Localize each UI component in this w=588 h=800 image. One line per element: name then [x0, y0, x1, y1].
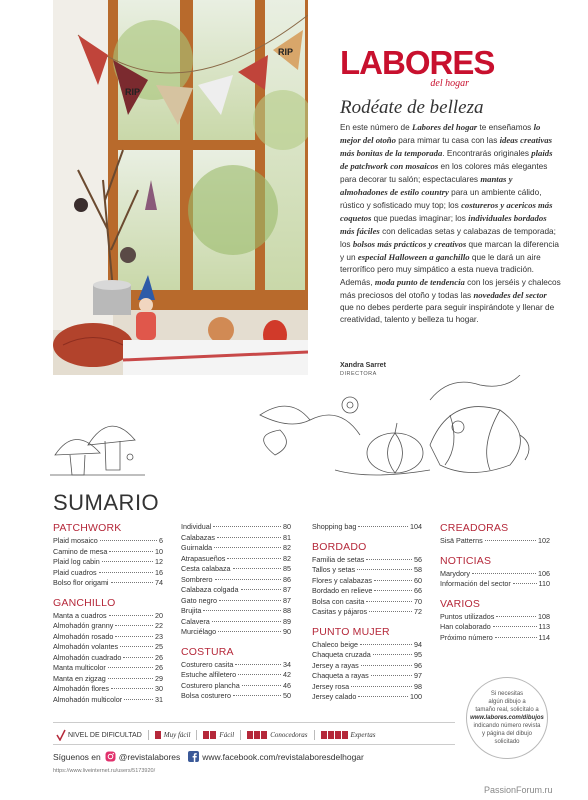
toc-entry-page: 110 [538, 579, 550, 588]
toc-entry[interactable] [53, 547, 163, 558]
toc-entry-title: Almohadón flores [53, 684, 109, 693]
toc-entry[interactable] [53, 568, 163, 579]
toc-entry[interactable] [181, 660, 291, 671]
intro-text: que marcan la diferencia y un [340, 240, 559, 262]
toc-leader-dots [214, 547, 281, 548]
toc-entry[interactable] [440, 622, 550, 633]
toc-entry[interactable] [312, 565, 422, 576]
toc-entry-title: Casitas y pájaros [312, 607, 368, 616]
difficulty-blocks [321, 731, 348, 739]
intro-emphasis: lo mejor del otoño [340, 122, 541, 145]
toc-entry[interactable] [312, 522, 422, 533]
toc-leader-dots [99, 572, 153, 573]
toc-section-heading: PATCHWORK [53, 522, 122, 534]
toc-entry[interactable] [181, 533, 291, 544]
toc-leader-dots [219, 600, 281, 601]
toc-entry-title: Puntos utilizados [440, 611, 495, 621]
instagram-handle[interactable]: @revistalabores [118, 751, 181, 762]
toc-leader-dots [218, 631, 281, 632]
toc-entry-page: 106 [538, 568, 550, 578]
toc-entry-page: 42 [283, 670, 291, 679]
toc-column-2 [181, 522, 291, 702]
toc-leader-dots [360, 644, 412, 645]
toc-entry-page: 88 [283, 606, 291, 615]
toc-entry-page: 113 [538, 622, 550, 631]
toc-leader-dots [124, 699, 153, 700]
toc-entry[interactable] [53, 632, 163, 643]
toc-entry-page: 20 [155, 610, 163, 620]
toc-entry[interactable] [312, 671, 422, 682]
instagram-icon[interactable] [105, 751, 116, 762]
difficulty-blocks [203, 731, 216, 739]
difficulty-block [328, 731, 334, 739]
toc-leader-dots [495, 637, 537, 638]
toc-section-heading: CREADORAS [440, 522, 509, 534]
toc-entry-page: 31 [155, 694, 163, 704]
intro-emphasis: ideas creativas más bonitas de la temporada [340, 135, 552, 158]
toc-entry[interactable] [181, 606, 291, 617]
toc-entry-page: 23 [155, 631, 163, 641]
toc-entry-title: Shopping bag [312, 522, 357, 531]
toc-leader-dots [111, 582, 153, 583]
toc-entry-title: Jersey a rayas [312, 660, 359, 670]
autumn-line-illustration [50, 375, 540, 485]
toc-entry[interactable] [312, 576, 422, 587]
toc-entry[interactable] [181, 681, 291, 692]
toc-entry-title: Tallos y setas [312, 565, 356, 574]
difficulty-blocks [155, 731, 161, 739]
toc-entry-page: 89 [283, 616, 291, 626]
toc-entry-title: Cesta calabaza [181, 564, 231, 573]
intro-emphasis: bolsos más prácticos y creativos [352, 239, 467, 249]
toc-entry-title: Marydory [440, 568, 470, 578]
toc-entry[interactable] [53, 653, 163, 664]
intro-text: en los colores más elegantes para decorar tu salón; espectaculares [340, 162, 548, 184]
toc-leader-dots [203, 610, 281, 611]
intro-emphasis: costureros y acericos más coquetos [340, 200, 553, 223]
facebook-icon[interactable] [188, 751, 199, 762]
difficulty-block [155, 731, 161, 739]
toc-entry[interactable] [181, 522, 291, 533]
editorial-heading: Rodéate de belleza [340, 97, 484, 118]
intro-emphasis: mantas y almohadones de estilo country [340, 174, 513, 197]
toc-leader-dots [241, 589, 281, 590]
toc-entry-title: Jersey calado [312, 692, 357, 701]
toc-entry-page: 56 [414, 554, 422, 564]
toc-entry-page: 22 [155, 621, 163, 630]
toc-leader-dots [227, 558, 281, 559]
toc-entry-title: Costurero casita [181, 659, 234, 669]
toc-entry-title: Calavera [181, 616, 210, 626]
toc-entry-title: Bolso flor origami [53, 578, 109, 587]
toc-entry-title: Camino de mesa [53, 546, 108, 556]
toc-leader-dots [374, 590, 412, 591]
toc-entry[interactable] [53, 674, 163, 685]
toc-leader-dots [373, 654, 412, 655]
toc-leader-dots [213, 526, 281, 527]
toc-leader-dots [120, 646, 153, 647]
toc-leader-dots [371, 675, 412, 676]
toc-entry-title: Chaleco beige [312, 639, 358, 649]
toc-column-1 [53, 522, 163, 705]
intro-emphasis: moda punto de tendencia [374, 277, 465, 287]
toc-entry-page: 95 [414, 650, 422, 659]
toc-entry-page: 30 [155, 684, 163, 693]
toc-entry-page: 94 [414, 639, 422, 649]
toc-leader-dots [233, 695, 281, 696]
check-icon [56, 729, 66, 741]
toc-entry-page: 81 [283, 532, 291, 542]
intro-text: para un ambiente cálido, rústico y sofisticado muy top; los [340, 188, 542, 210]
toc-section-heading: BORDADO [312, 540, 367, 553]
toc-entry-title: Flores y calabazas [312, 575, 372, 585]
difficulty-block [342, 731, 348, 739]
toc-leader-dots [109, 615, 153, 616]
toc-entry-page: 97 [414, 671, 422, 680]
toc-entry[interactable] [440, 569, 550, 580]
toc-entry[interactable] [181, 575, 291, 586]
toc-entry-page: 70 [414, 596, 422, 606]
source-url: https://www.liveinternet.ru/users/5173920/ [53, 768, 156, 774]
toc-section-heading: PUNTO MUJER [312, 625, 390, 638]
difficulty-block [254, 731, 260, 739]
note-line: solicitado [494, 739, 520, 745]
toc-entry-title: Brujita [181, 606, 202, 615]
intro-emphasis: novedades del sector [473, 290, 547, 300]
toc-leader-dots [374, 580, 412, 581]
logo-sub-text: del hogar [430, 78, 469, 89]
toc-entry[interactable] [53, 663, 163, 674]
note-line: indicando número revista [473, 723, 541, 729]
toc-entry-title: Almohadón volantes [53, 642, 119, 651]
toc-entry-page: 26 [155, 652, 163, 662]
intro-text: te enseñamos [477, 123, 534, 132]
window-halloween-photo [53, 0, 308, 375]
toc-entry-title: Sombrero [181, 574, 213, 584]
toc-entry-page: 114 [538, 632, 550, 642]
difficulty-block [321, 731, 327, 739]
toc-entry-page: 100 [410, 692, 422, 701]
toc-entry[interactable] [312, 555, 422, 566]
toc-entry-title: Próximo número [440, 632, 493, 642]
toc-entry-page: 74 [155, 578, 163, 587]
toc-entry[interactable] [312, 682, 422, 693]
legend-separator [196, 730, 197, 740]
toc-entry-page: 26 [155, 663, 163, 672]
toc-entry[interactable] [181, 670, 291, 681]
toc-entry-title: Murciélago [181, 627, 217, 636]
toc-entry-page: 98 [414, 681, 422, 691]
legend-title: NIVEL DE DIFICULTAD [68, 731, 142, 739]
toc-entry[interactable] [181, 596, 291, 607]
toc-entry-title: Familia de setas [312, 554, 365, 564]
toc-entry[interactable] [181, 691, 291, 702]
note-line: y página del dibujo [481, 731, 533, 737]
difficulty-label: Expertas [350, 731, 376, 739]
note-line: tamaño real, solicítalo a [475, 707, 539, 713]
toc-leader-dots [358, 526, 408, 527]
toc-entry-title: Jersey rosa [312, 681, 350, 691]
legend-separator [148, 730, 149, 740]
toc-entry-page: 82 [283, 543, 291, 552]
toc-leader-dots [233, 568, 281, 569]
toc-leader-dots [513, 583, 537, 584]
intro-text: con delicadas setas y calabazas de temporada; los [340, 227, 556, 249]
toc-entry-page: 58 [414, 565, 422, 574]
toc-entry[interactable] [440, 633, 550, 644]
difficulty-label: Conocedoras [270, 731, 308, 739]
intro-text: que no debes perderte para seguir inspirándote y llenar de creatividad, talento y belleza tu hogar. [340, 303, 555, 324]
toc-entry-page: 87 [283, 585, 291, 594]
toc-entry-page: 90 [283, 627, 291, 636]
toc-entry-page: 10 [155, 546, 163, 556]
follow-label: Síguenos en [53, 751, 101, 762]
toc-entry-title: Plaid log cabin [53, 557, 100, 566]
toc-leader-dots [115, 625, 153, 626]
toc-leader-dots [496, 616, 536, 617]
legend-separator [314, 730, 315, 740]
toc-entry-page: 60 [414, 575, 422, 585]
toc-entry-title: Bolsa con casita [312, 596, 365, 606]
flag-rip-text: RIP [125, 87, 141, 97]
note-line: algún dibujo a [488, 699, 526, 705]
toc-leader-dots [217, 537, 281, 538]
toc-entry[interactable] [53, 621, 163, 632]
intro-emphasis: especial Halloween a ganchillo [357, 252, 470, 262]
toc-entry-title: Gato negro [181, 595, 217, 605]
toc-entry-title: Bordado en relieve [312, 586, 373, 595]
toc-entry-title: Bolsa costurero [181, 691, 231, 700]
toc-entry[interactable] [53, 684, 163, 695]
facebook-link[interactable]: www.facebook.com/revistalaboresdelhogar [202, 751, 364, 762]
divider [53, 744, 455, 745]
toc-leader-dots [111, 688, 153, 689]
toc-entry-title: Individual [181, 522, 212, 531]
toc-entry-page: 104 [410, 522, 422, 531]
toc-entry-page: 50 [283, 691, 291, 700]
toc-entry[interactable] [53, 611, 163, 622]
flag-rip-text: RIP [278, 47, 294, 57]
toc-entry-page: 96 [414, 660, 422, 670]
toc-entry[interactable] [53, 695, 163, 706]
drawings-note [466, 677, 548, 759]
intro-emphasis: individuales bordados más fáciles [340, 213, 547, 236]
intro-emphasis: Labores del hogar [412, 122, 478, 132]
intro-text: que le dará un aire terrorífico pero muy simpático a esta nueva tradición. Además, [340, 253, 541, 287]
toc-leader-dots [102, 561, 153, 562]
toc-entry-page: 16 [155, 567, 163, 577]
toc-column-3 [312, 522, 422, 703]
toc-leader-dots [366, 559, 412, 560]
intro-text: En este número de [340, 123, 413, 132]
toc-entry[interactable] [181, 564, 291, 575]
toc-entry-page: 82 [283, 553, 291, 563]
toc-entry[interactable] [312, 586, 422, 597]
toc-entry-title: Almohadón multicolor [53, 694, 123, 704]
signature-name: Xandra Sarret [340, 362, 386, 369]
toc-entry-title: Manta multicolor [53, 663, 106, 672]
sumario-title: SUMARIO [53, 490, 160, 515]
toc-entry[interactable] [181, 543, 291, 554]
social-links [53, 751, 364, 762]
toc-entry[interactable] [312, 692, 422, 703]
toc-entry-page: 86 [283, 574, 291, 584]
toc-leader-dots [115, 636, 153, 637]
intro-text: que puedas imaginar; los [371, 214, 469, 223]
toc-entry[interactable] [312, 607, 422, 618]
intro-text: con los jerséis y chalecos más preciosos del otoño y todas las [340, 278, 561, 300]
toc-leader-dots [485, 540, 536, 541]
toc-leader-dots [238, 674, 281, 675]
toc-leader-dots [215, 579, 281, 580]
toc-leader-dots [108, 667, 153, 668]
note-line: Si necesitas [490, 691, 524, 697]
toc-entry-title: Estuche alfiletero [181, 670, 237, 679]
toc-section-heading: COSTURA [181, 645, 234, 658]
toc-entry-page: 66 [414, 586, 422, 595]
toc-entry-page: 80 [283, 522, 291, 531]
toc-entry[interactable] [181, 627, 291, 638]
legend-separator [240, 730, 241, 740]
toc-section-heading: VARIOS [440, 597, 481, 610]
watermark: PassionForum.ru [484, 785, 553, 795]
signature-role: DIRECTORA [340, 371, 377, 377]
difficulty-label: Fácil [219, 731, 235, 739]
toc-leader-dots [369, 611, 412, 612]
toc-entry-title: Almohadón rosado [53, 631, 114, 641]
toc-entry-title: Atrapasueños [181, 553, 226, 563]
toc-entry[interactable] [53, 642, 163, 653]
toc-entry-title: Calabaza colgada [181, 585, 239, 594]
toc-entry-page: 46 [283, 680, 291, 690]
toc-entry-page: 34 [283, 659, 291, 669]
toc-entry-title: Chaqueta a rayas [312, 671, 369, 680]
toc-leader-dots [108, 678, 153, 679]
toc-entry[interactable] [312, 597, 422, 608]
toc-entry-title: Chaqueta cruzada [312, 650, 371, 659]
toc-entry-title: Costurero plancha [181, 680, 240, 690]
toc-section-heading: GANCHILLO [53, 596, 116, 609]
magazine-logo [340, 44, 495, 95]
toc-entry[interactable] [181, 585, 291, 596]
toc-leader-dots [493, 626, 537, 627]
logo-main-text: LABORES [340, 44, 495, 81]
toc-entry[interactable] [181, 617, 291, 628]
toc-entry-page: 12 [155, 557, 163, 566]
toc-leader-dots [235, 664, 281, 665]
toc-entry[interactable] [312, 661, 422, 672]
editorial-text [340, 121, 562, 326]
difficulty-block [203, 731, 209, 739]
toc-entry-title: Sisä Patterns [440, 536, 483, 545]
toc-entry-page: 108 [538, 611, 550, 621]
toc-entry-title: Información del sector [440, 579, 511, 588]
toc-entry-page: 85 [283, 564, 291, 573]
drawings-link[interactable]: www.labores.com/dibujos [470, 715, 544, 721]
toc-entry[interactable] [312, 640, 422, 651]
toc-leader-dots [109, 551, 153, 552]
toc-leader-dots [100, 540, 157, 541]
toc-leader-dots [358, 696, 408, 697]
toc-section-heading: NOTICIAS [440, 554, 492, 567]
difficulty-block [261, 731, 267, 739]
intro-text: para mimar tu casa con las [396, 136, 500, 145]
difficulty-legend [56, 729, 375, 741]
toc-entry-page: 25 [155, 642, 163, 651]
difficulty-label: Muy fácil [163, 731, 191, 739]
toc-leader-dots [123, 657, 153, 658]
toc-entry-page: 72 [414, 607, 422, 616]
toc-entry-title: Plaid cuadros [53, 567, 97, 577]
intro-text: . Encontrarás originales [442, 149, 532, 158]
toc-leader-dots [361, 665, 412, 666]
toc-entry[interactable] [181, 554, 291, 565]
toc-entry-title: Calabazas [181, 532, 215, 542]
toc-entry-title: Manta en zigzag [53, 673, 106, 683]
toc-entry[interactable] [440, 579, 550, 590]
intro-emphasis: plaids de patchwork con mosaicos [340, 148, 553, 171]
difficulty-block [210, 731, 216, 739]
toc-leader-dots [357, 569, 412, 570]
toc-entry-title: Plaid mosaico [53, 536, 98, 545]
toc-entry-page: 102 [538, 536, 550, 545]
toc-entry[interactable] [53, 557, 163, 568]
toc-entry[interactable] [440, 612, 550, 623]
toc-leader-dots [242, 685, 281, 686]
toc-entry-page: 6 [159, 536, 163, 545]
toc-leader-dots [366, 601, 412, 602]
toc-entry-title: Han colaborado [440, 622, 491, 631]
toc-entry[interactable] [53, 536, 163, 547]
toc-entry-title: Almohadón granny [53, 621, 114, 630]
toc-leader-dots [351, 686, 412, 687]
toc-entry-page: 87 [283, 595, 291, 605]
toc-leader-dots [472, 573, 536, 574]
toc-entry[interactable] [312, 650, 422, 661]
toc-entry[interactable] [440, 536, 550, 547]
cover-photo [53, 0, 308, 375]
divider [53, 722, 455, 723]
toc-entry[interactable] [53, 578, 163, 589]
toc-entry-title: Almohadón cuadrado [53, 652, 122, 662]
toc-entry-page: 29 [155, 673, 163, 683]
toc-entry-title: Guirnalda [181, 543, 213, 552]
toc-leader-dots [212, 621, 281, 622]
difficulty-block [247, 731, 253, 739]
toc-entry-title: Manta a cuadros [53, 610, 107, 620]
toc-column-4 [440, 522, 550, 643]
difficulty-block [335, 731, 341, 739]
difficulty-blocks [247, 731, 267, 739]
